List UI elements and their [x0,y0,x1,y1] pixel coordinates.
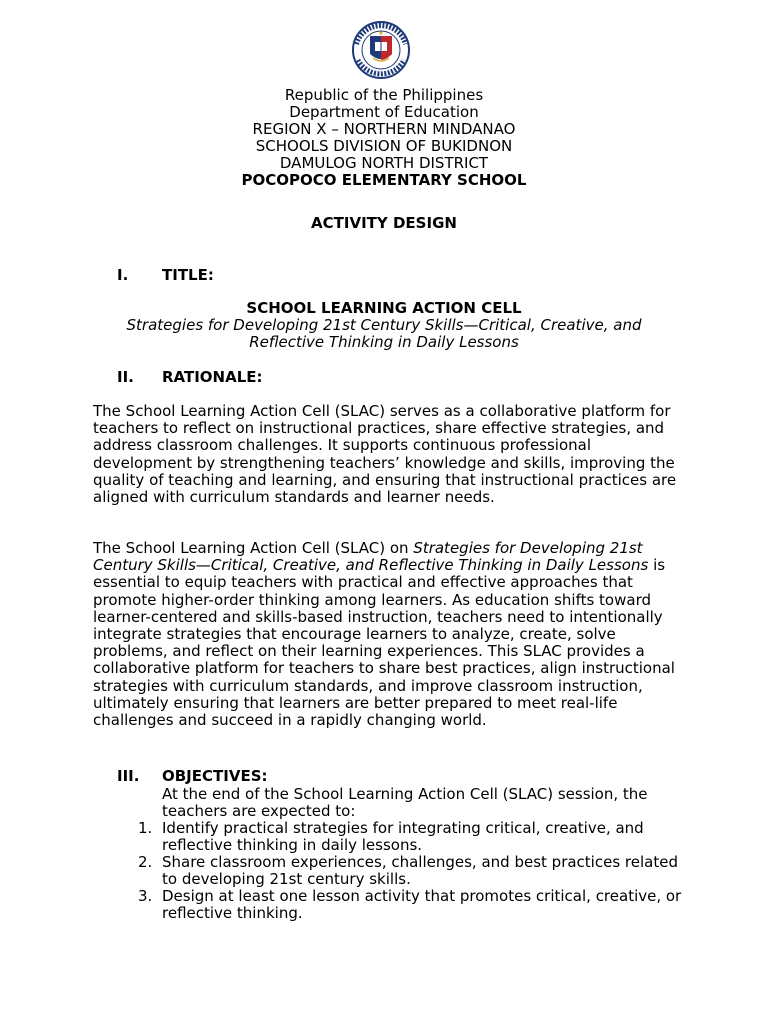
list-item-text: Identify practical strategies for integrating critical, creative, and reflective thinking in daily lessons. [162,819,644,854]
header-region: REGION X – NORTHERN MINDANAO [252,120,516,138]
letterhead [0,87,768,189]
list-item-text: Share classroom experiences, challenges, and best practices related to developing 21st century skills. [162,853,678,888]
header-district: DAMULOG NORTH DISTRICT [279,154,489,172]
document-title: ACTIVITY DESIGN [311,214,457,232]
header-department: Department of Education [289,103,479,121]
header-school-name: POCOPOCO ELEMENTARY SCHOOL [241,171,527,189]
section-label: TITLE: [162,266,214,284]
objectives-intro: At the end of the School Learning Action Cell (SLAC) session, the teachers are expected to: [162,785,648,820]
paragraph-text: is essential to equip teachers with practical and effective approaches that promote higher-order thinking among learners. As education shifts toward learner-centered and skills-based instruction, teachers need to intentionally integrate strategies that encourage learners to analyze, create, solve problems, and reflect on their learning experiences. This SLAC provides a collaborative platform for teachers to share best practices, align instructional strategies with curriculum standards, and improve classroom instruction, ultimately ensuring that learners are better prepared to meet real-life challenges and succeed in a rapidly changing world. [93,556,675,730]
section-label: RATIONALE: [162,368,263,386]
deped-seal-icon [342,20,420,80]
activity-subtitle-line1: Strategies for Developing 21st Century Skills—Critical, Creative, and [126,316,642,334]
list-item-number: 1. [138,819,153,837]
activity-subtitle-line2: Reflective Thinking in Daily Lessons [249,333,519,351]
list-item-number: 3. [138,887,153,905]
rationale-paragraph-1: The School Learning Action Cell (SLAC) serves as a collaborative platform for teachers to reflect on instructional practices, share effective strategies, and address classroom challenges. It supports continuous professional development by strengthening teachers’ knowledge and skills, improving the quality of teaching and learning, and ensuring that instructional practices are aligned with curriculum standards and learner needs. [93,402,677,507]
section-number: III. [117,767,140,785]
header-division: SCHOOLS DIVISION OF BUKIDNON [255,137,513,155]
header-country: Republic of the Philippines [284,86,484,104]
list-item-number: 2. [138,853,153,871]
paragraph-italic-title: Strategies for Developing 21st Century Skills—Critical, Creative, and Reflective Thinking in Daily Lessons [93,539,649,575]
paragraph-text: The School Learning Action Cell (SLAC) on [93,539,414,557]
section-label: OBJECTIVES: [162,767,268,785]
section-number: II. [117,368,134,386]
rationale-paragraph-2 [93,540,683,729]
list-item-text: Design at least one lesson activity that promotes critical, creative, or reflective thinking. [162,887,682,922]
activity-main-title: SCHOOL LEARNING ACTION CELL [246,299,522,317]
section-number: I. [117,266,129,284]
